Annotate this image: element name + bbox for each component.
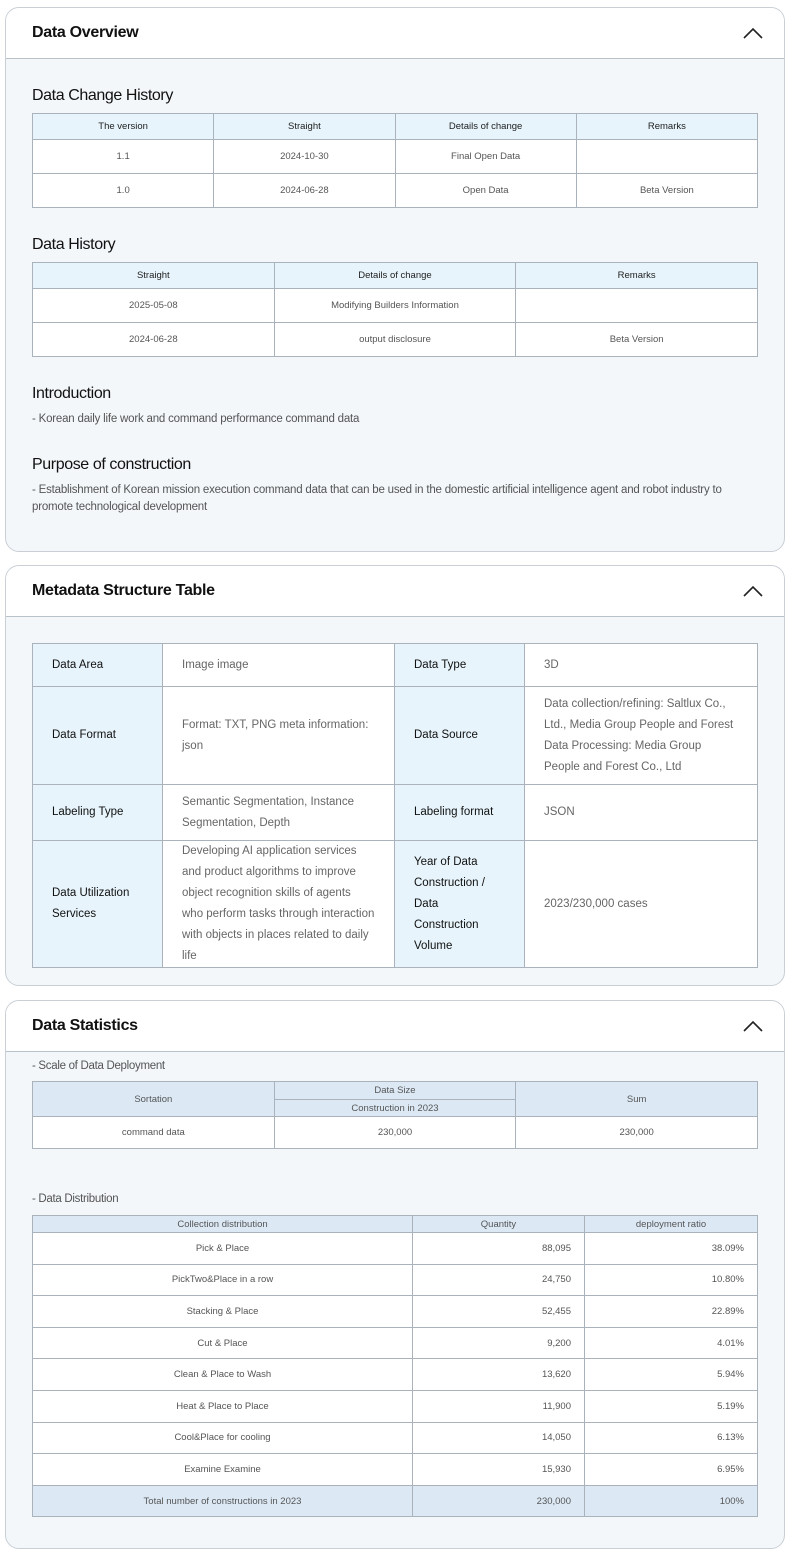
meta-label: Data Utilization Services — [33, 841, 163, 968]
table-header: Collection distribution — [33, 1216, 413, 1233]
scale-label: - Scale of Data Deployment — [32, 1060, 165, 1072]
distribution-quantity: 15,930 — [413, 1454, 585, 1486]
data-history-title: Data History — [32, 236, 116, 253]
table-cell: 2024-06-28 — [33, 323, 275, 357]
table-row — [33, 1233, 758, 1265]
table-row — [33, 1454, 758, 1486]
scale-table — [32, 1081, 758, 1149]
meta-label: Labeling format — [395, 785, 525, 841]
data-history-table — [32, 262, 758, 357]
metadata-header[interactable] — [6, 566, 784, 617]
table-cell: output disclosure — [274, 323, 516, 357]
metadata-card — [5, 565, 785, 986]
total-ratio: 100% — [585, 1485, 758, 1517]
table-cell: 230,000 — [516, 1117, 758, 1149]
chevron-up-icon[interactable] — [742, 1019, 764, 1033]
total-quantity: 230,000 — [413, 1485, 585, 1517]
distribution-quantity: 88,095 — [413, 1233, 585, 1265]
meta-value: JSON — [525, 785, 758, 841]
data-overview-card — [5, 7, 785, 552]
table-row — [33, 1296, 758, 1328]
purpose-text: - Establishment of Korean mission execution command data that can be used in the domestic artificial intelligence agent and robot industry to promote technological development — [32, 484, 722, 513]
meta-value: Developing AI application services and product algorithms to improve object recognition skills of agents who perform tasks through interaction with objects in places related to daily life — [163, 841, 395, 968]
distribution-name: Cut & Place — [33, 1327, 413, 1359]
table-cell: Modifying Builders Information — [274, 289, 516, 323]
table-row — [33, 174, 758, 208]
table-row — [33, 1327, 758, 1359]
meta-label: Labeling Type — [33, 785, 163, 841]
distribution-quantity: 9,200 — [413, 1327, 585, 1359]
change-history-title: Data Change History — [32, 87, 173, 104]
table-cell: command data — [33, 1117, 275, 1149]
table-header: Quantity — [413, 1216, 585, 1233]
distribution-ratio: 6.13% — [585, 1422, 758, 1454]
purpose-title: Purpose of construction — [32, 456, 191, 473]
table-cell: 2025-05-08 — [33, 289, 275, 323]
data-overview-header[interactable] — [6, 8, 784, 59]
meta-label: Data Source — [395, 687, 525, 785]
table-row — [33, 1359, 758, 1391]
metadata-title: Metadata Structure Table — [32, 582, 215, 599]
table-header: Straight — [214, 114, 395, 140]
distribution-ratio: 22.89% — [585, 1296, 758, 1328]
table-header: Sum — [516, 1082, 758, 1117]
meta-value: 3D — [525, 644, 758, 687]
distribution-ratio: 5.19% — [585, 1390, 758, 1422]
table-header: deployment ratio — [585, 1216, 758, 1233]
table-cell: 1.0 — [33, 174, 214, 208]
table-row — [33, 1264, 758, 1296]
distribution-quantity: 52,455 — [413, 1296, 585, 1328]
table-header: Details of change — [395, 114, 576, 140]
meta-value: Image image — [163, 644, 395, 687]
table-header: Construction in 2023 — [274, 1100, 516, 1117]
introduction-text: - Korean daily life work and command performance command data — [32, 413, 360, 425]
distribution-name: Heat & Place to Place — [33, 1390, 413, 1422]
table-row — [33, 785, 758, 841]
table-row — [33, 289, 758, 323]
distribution-ratio: 38.09% — [585, 1233, 758, 1265]
distribution-name: Examine Examine — [33, 1454, 413, 1486]
table-cell: 2024-06-28 — [214, 174, 395, 208]
table-cell: Beta Version — [576, 174, 757, 208]
distribution-name: Pick & Place — [33, 1233, 413, 1265]
total-label: Total number of constructions in 2023 — [33, 1485, 413, 1517]
table-cell: Beta Version — [516, 323, 758, 357]
table-cell — [576, 140, 757, 174]
total-row — [33, 1485, 758, 1517]
chevron-up-icon[interactable] — [742, 584, 764, 598]
table-row — [33, 687, 758, 785]
statistics-title: Data Statistics — [32, 1017, 138, 1034]
table-header: The version — [33, 114, 214, 140]
metadata-table — [32, 643, 758, 968]
chevron-up-icon[interactable] — [742, 26, 764, 40]
meta-value: 2023/230,000 cases — [525, 841, 758, 968]
table-row — [33, 1390, 758, 1422]
distribution-quantity: 11,900 — [413, 1390, 585, 1422]
table-row — [33, 1422, 758, 1454]
introduction-title: Introduction — [32, 385, 111, 402]
table-cell: 2024-10-30 — [214, 140, 395, 174]
meta-label: Year of Data Construction / Data Construction Volume — [395, 841, 525, 968]
change-history-table — [32, 113, 758, 208]
table-cell: Open Data — [395, 174, 576, 208]
table-cell: Final Open Data — [395, 140, 576, 174]
meta-label: Data Area — [33, 644, 163, 687]
table-header: Straight — [33, 263, 275, 289]
meta-value: Data collection/refining: Saltlux Co., Ltd., Media Group People and Forest Data Processing: Media Group People and Forest Co., Ltd — [525, 687, 758, 785]
table-header: Data Size — [274, 1082, 516, 1100]
table-cell: 1.1 — [33, 140, 214, 174]
distribution-name: PickTwo&Place in a row — [33, 1264, 413, 1296]
meta-label: Data Type — [395, 644, 525, 687]
table-cell — [516, 289, 758, 323]
table-header: Remarks — [576, 114, 757, 140]
table-row — [33, 841, 758, 968]
distribution-name: Cool&Place for cooling — [33, 1422, 413, 1454]
distribution-ratio: 6.95% — [585, 1454, 758, 1486]
meta-value: Format: TXT, PNG meta information: json — [163, 687, 395, 785]
distribution-name: Clean & Place to Wash — [33, 1359, 413, 1391]
distribution-quantity: 24,750 — [413, 1264, 585, 1296]
meta-label: Data Format — [33, 687, 163, 785]
table-header: Details of change — [274, 263, 516, 289]
table-header: Remarks — [516, 263, 758, 289]
table-cell: 230,000 — [274, 1117, 516, 1149]
distribution-ratio: 10.80% — [585, 1264, 758, 1296]
table-row — [33, 1117, 758, 1149]
statistics-header[interactable] — [6, 1001, 784, 1052]
data-overview-title: Data Overview — [32, 24, 139, 41]
distribution-ratio: 5.94% — [585, 1359, 758, 1391]
distribution-name: Stacking & Place — [33, 1296, 413, 1328]
statistics-card — [5, 1000, 785, 1549]
table-header: Sortation — [33, 1082, 275, 1117]
table-row — [33, 644, 758, 687]
table-row — [33, 140, 758, 174]
table-row — [33, 323, 758, 357]
meta-value: Semantic Segmentation, Instance Segmentation, Depth — [163, 785, 395, 841]
distribution-quantity: 13,620 — [413, 1359, 585, 1391]
distribution-table — [32, 1215, 758, 1517]
distribution-label: - Data Distribution — [32, 1193, 119, 1205]
distribution-ratio: 4.01% — [585, 1327, 758, 1359]
distribution-quantity: 14,050 — [413, 1422, 585, 1454]
